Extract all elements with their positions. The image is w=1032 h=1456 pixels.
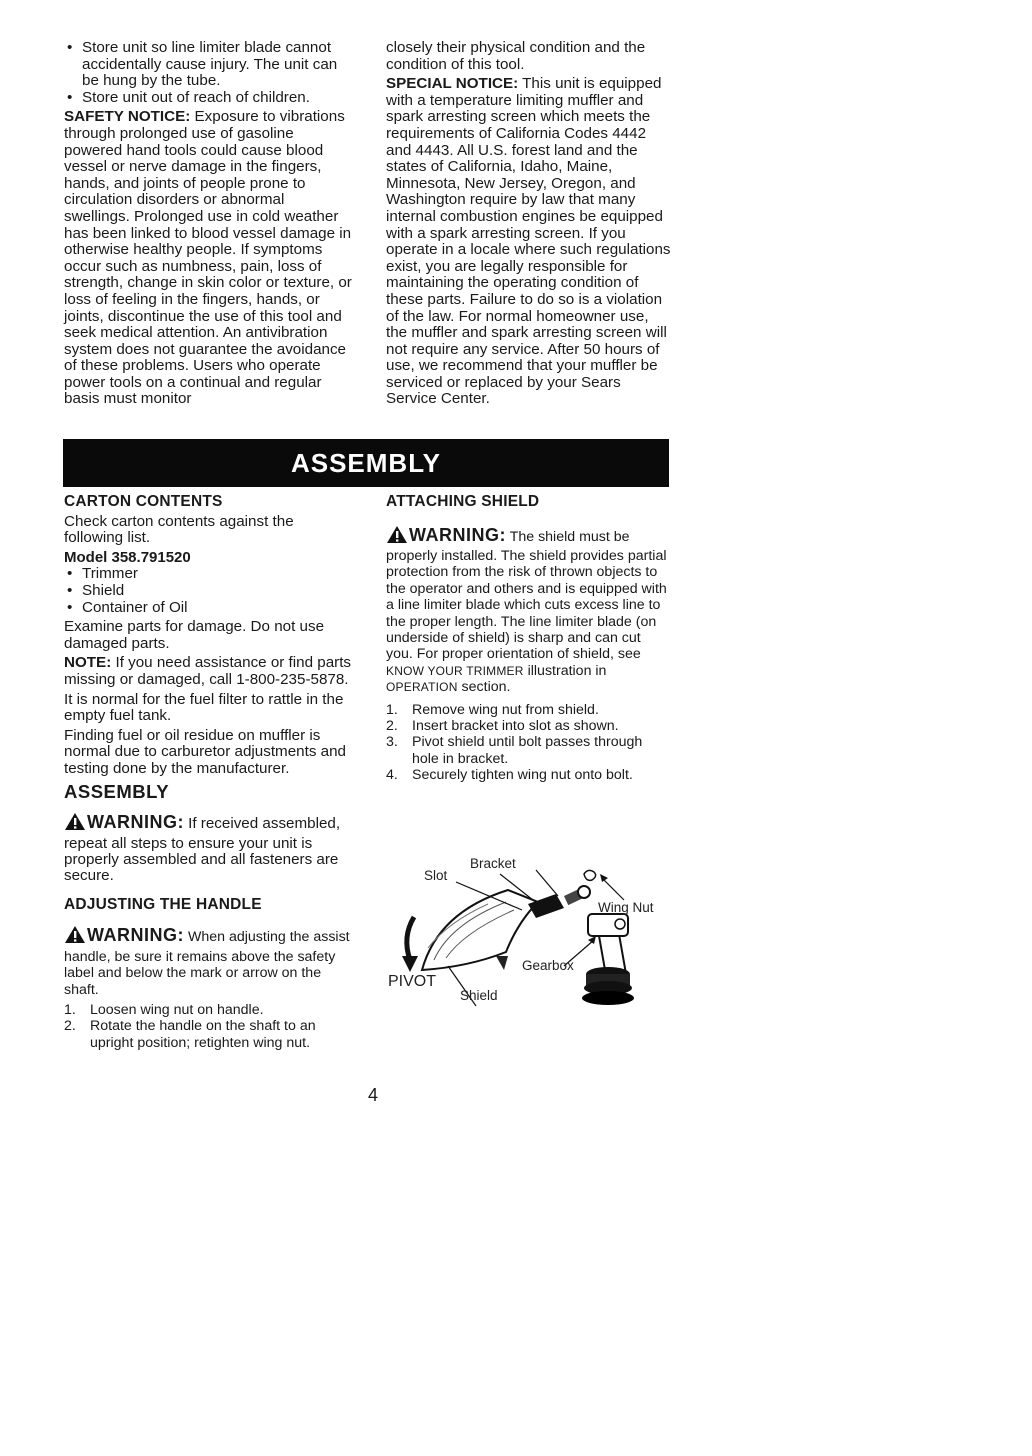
- list-item: • Store unit so line limiter blade cannot accidentally cause injury. The unit can be hung by the tube.: [64, 40, 354, 90]
- note-label: NOTE:: [64, 654, 112, 672]
- assembly-heading: ASSEMBLY: [64, 780, 170, 802]
- special-notice-label: SPECIAL NOTICE:: [386, 75, 519, 93]
- attaching-shield-heading: ATTACHING SHIELD: [386, 493, 540, 510]
- shield-label: Shield: [460, 988, 498, 1003]
- operation-ref: OPERATION: [386, 680, 458, 695]
- safety-notice-label: SAFETY NOTICE:: [64, 108, 191, 126]
- special-notice-text: This unit is equipped with a temperature limiting muffler and spark arresting screen which meets the requirements of California Codes 4442 and 4443. All U.S. forest land and the states of California, Idaho, Maine, Minnesota, New Jersey, Oregon, and Washington require by law that many internal combustion engines be equipped with a spark arresting screen. If you operate in a locale where such regulations exist, you are legally responsible for maintaining the operating condition of these parts. Failure to do so is a violation of the law. For normal homeowner use, the muffler and spark arresting screen will not require any service. After 50 hours of use, we recommend that your muffler be serviced or replaced by your Sears Service Center.: [386, 75, 671, 408]
- fuel-filter-text: It is normal for the fuel filter to rattle in the empty fuel tank.: [64, 690, 344, 725]
- continuation-text: closely their physical condition and the condition of this tool.: [386, 39, 646, 73]
- shield-warning: [386, 525, 671, 696]
- warning-word: WARNING:: [87, 812, 184, 833]
- safety-notice-paragraph: [64, 109, 354, 408]
- step-number: 2.: [386, 718, 398, 735]
- list-item: [386, 767, 671, 783]
- page-number: 4: [368, 1085, 379, 1105]
- adjusting-handle-heading: ADJUSTING THE HANDLE: [64, 895, 262, 913]
- shield-shape: [422, 890, 538, 970]
- bottom-right-column: [386, 494, 671, 784]
- warning-word: WARNING:: [87, 925, 184, 946]
- step-text: Insert bracket into slot as shown.: [412, 718, 619, 735]
- know-your-trimmer-ref: KNOW YOUR TRIMMER: [386, 663, 524, 678]
- shield-steps: [386, 702, 671, 784]
- shield-warning-text: The shield must be properly installed. The shield provides partial protection from the risk of thrown objects to the operator and others and is equipped with a line limiter blade which cuts excess line to the proper length. The line limiter blade (on underside of shield) is sharp and can cut you. For proper orientation of shield, see: [386, 528, 667, 663]
- assembly-warning-text: If received assembled, repeat all steps to ensure your unit is properly assembled and all fasteners are secure.: [64, 815, 341, 885]
- list-item: [64, 1002, 354, 1018]
- warning-triangle-icon: [386, 525, 408, 548]
- safety-notice-text: Exposure to vibrations through prolonged use of gasoline powered hand tools could cause blood vessel or nerve damage in the fingers, hands, and joints of people prone to circulation disorders or abnormal swellings. Prolonged use in cold weather has been linked to blood vessel damage in otherwise healthy people. If symptoms occur such as numbness, pain, loss of strength, change in skin color or texture, or loss of feeling in the fingers, hands, or joints, discontinue the use of this tool and seek medical attention. An antivibration system does not guarantee the avoidance of these problems. Users who operate power tools on a continual and regular basis must monitor: [64, 108, 352, 408]
- carton-contents-heading: CARTON CONTENTS: [64, 493, 223, 510]
- ref-middle: illustration in: [527, 662, 607, 679]
- warning-word: WARNING:: [409, 524, 506, 545]
- step-number: 4.: [386, 767, 398, 784]
- step-number: 3.: [386, 734, 398, 751]
- top-right-column: [386, 40, 671, 411]
- gearbox-label: Gearbox: [522, 958, 574, 973]
- storage-bullets: [64, 40, 354, 106]
- wing-nut-label: Wing Nut: [598, 900, 654, 915]
- banner-title: ASSEMBLY: [290, 447, 442, 478]
- handle-warning-text: When adjusting the assist handle, be sure it remains above the safety label and below the mark or arrow on the shaft.: [64, 929, 350, 998]
- assembly-warning: [64, 812, 354, 885]
- list-item: • Shield: [64, 583, 354, 600]
- bottom-left-column: [64, 494, 354, 1051]
- step-text: Securely tighten wing nut onto bolt.: [412, 767, 633, 784]
- special-notice-paragraph: [386, 76, 671, 408]
- pivot-label: PIVOT: [388, 973, 437, 990]
- bracket-shape: [528, 894, 564, 918]
- handle-steps: [64, 1002, 354, 1051]
- list-item: • Store unit out of reach of children.: [64, 90, 354, 107]
- list-item: [386, 734, 671, 767]
- shield-illustration: [388, 852, 668, 1022]
- pivot-arrow-icon: [407, 917, 414, 960]
- slot-label: Slot: [424, 868, 448, 883]
- step-text: Loosen wing nut on handle.: [90, 1001, 264, 1018]
- step-text: Rotate the handle on the shaft to an upright position; retighten wing nut.: [90, 1018, 316, 1051]
- warning-triangle-icon: [64, 925, 86, 948]
- handle-warning: [64, 925, 354, 998]
- fuel-residue-text: Finding fuel or oil residue on muffler is normal due to carburetor adjustments and testing done by the manufacturer.: [64, 726, 346, 777]
- list-item: [386, 702, 671, 718]
- shield-assembly-diagram: [388, 852, 668, 1022]
- list-item: [386, 718, 671, 734]
- step-text: Remove wing nut from shield.: [412, 701, 599, 718]
- note-text: If you need assistance or find parts missing or damaged, call 1-800-235-5878.: [64, 654, 352, 688]
- warning-triangle-icon: [64, 812, 86, 835]
- wing-nut-shape: [584, 870, 596, 880]
- bracket-label: Bracket: [470, 856, 516, 871]
- examine-text: Examine parts for damage. Do not use damaged parts.: [64, 618, 325, 652]
- list-item: • Container of Oil: [64, 600, 354, 617]
- step-number: 2.: [64, 1018, 76, 1035]
- step-number: 1.: [386, 701, 398, 718]
- model-number: Model 358.791520: [64, 548, 191, 566]
- note-paragraph: [64, 655, 354, 688]
- step-number: 1.: [64, 1001, 76, 1018]
- top-left-column: [64, 40, 354, 411]
- assembly-banner: [63, 439, 669, 487]
- carton-intro: Check carton contents against the following list.: [64, 512, 294, 547]
- step-text: Pivot shield until bolt passes through hole in bracket.: [412, 734, 643, 767]
- list-item: • Trimmer: [64, 566, 354, 583]
- carton-items: [64, 566, 354, 616]
- list-item: [64, 1018, 354, 1051]
- ref-end: section.: [461, 679, 511, 696]
